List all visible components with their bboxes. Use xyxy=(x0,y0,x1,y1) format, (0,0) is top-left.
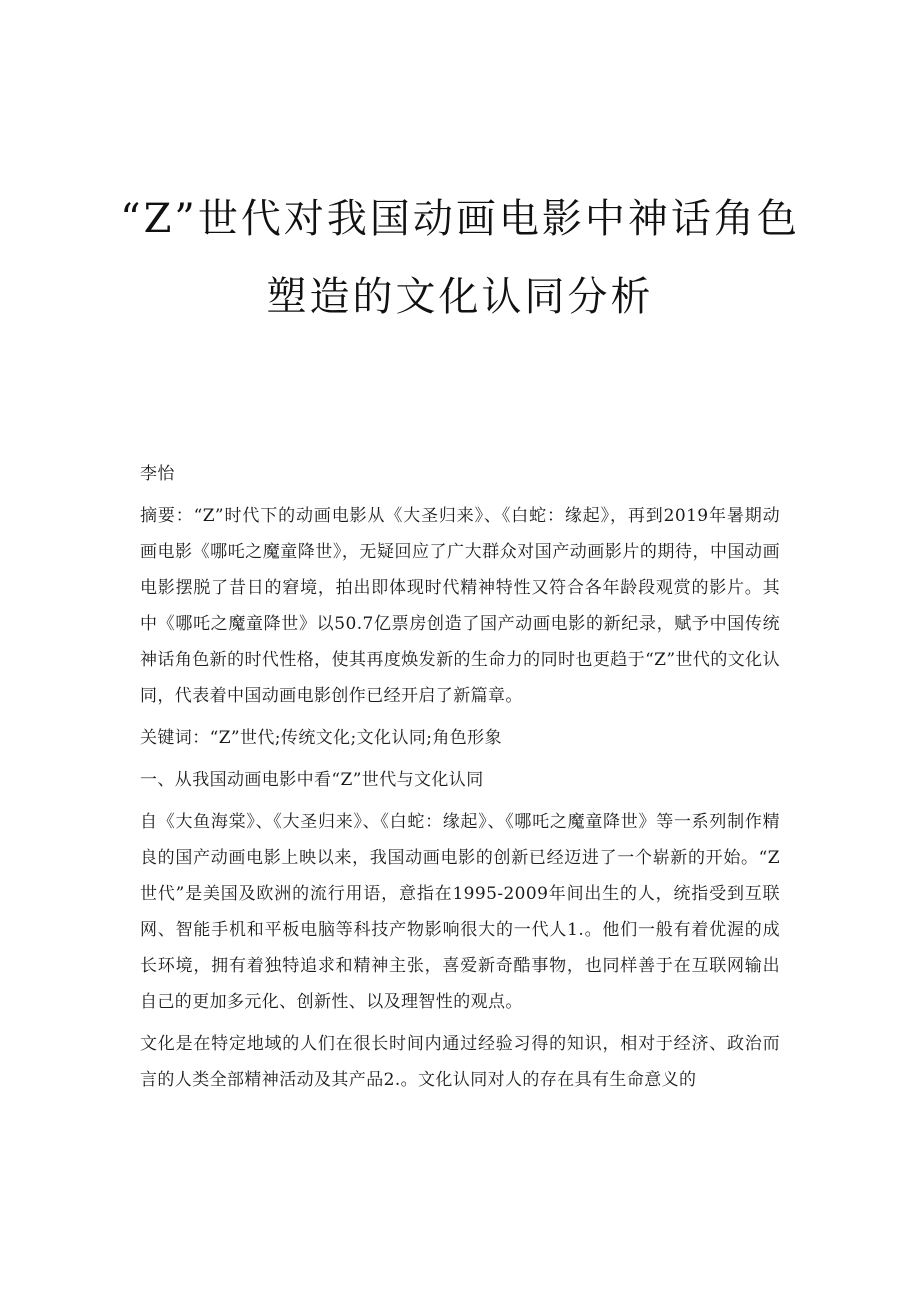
paper-title xyxy=(120,180,800,336)
section-heading: 一、从我国动画电影中看“Z”世代与文化认同 xyxy=(140,770,484,790)
abstract-paragraph: 摘要：“Z”时代下的动画电影从《大圣归来》、《白蛇：缘起》，再到2019年暑期动画电影《哪吒之魔童降世》，无疑回应了广大群众对国产动画影片的期待，中国动画电影摆脱了昔日的窘境，拍出即体现时代精神特性又符合各年龄段观赏的影片。其中《哪吒之魔童降世》以50.7亿票房创造了国产动画电影的新纪录，赋予中国传统神话角色新的时代性格，使其再度焕发新的生命力的同时也更趋于“Z”世代的文化认同，代表着中国动画电影创作已经开启了新篇章。 xyxy=(140,506,780,706)
paper-title-line-1: “Z”世代对我国动画电影中神话角色 xyxy=(120,196,800,242)
author-name: 李怡 xyxy=(140,464,175,484)
paper-title-line-2: 塑造的文化认同分析 xyxy=(266,274,654,320)
body-paragraph: 自《大鱼海棠》、《大圣归来》、《白蛇：缘起》、《哪吒之魔童降世》等一系列制作精良的国产动画电影上映以来，我国动画电影的创新已经迈进了一个崭新的开始。“Z世代”是美国及欧洲的流行用语，意指在1995-2009年间出生的人，统指受到互联网、智能手机和平板电脑等科技产物影响很大的一代人1.。他们一般有着优渥的成长环境，拥有着独特追求和精神主张，喜爱新奇酷事物，也同样善于在互联网输出自己的更加多元化、创新性、以及理智性的观点。 xyxy=(140,812,780,1012)
keywords-line: 关键词：“Z”世代;传统文化;文化认同;角色形象 xyxy=(140,728,502,748)
paper-body xyxy=(140,456,780,1104)
body-paragraph: 文化是在特定地域的人们在很长时间内通过经验习得的知识，相对于经济、政治而言的人类全部精神活动及其产品2.。文化认同对人的存在具有生命意义的 xyxy=(140,1034,780,1090)
